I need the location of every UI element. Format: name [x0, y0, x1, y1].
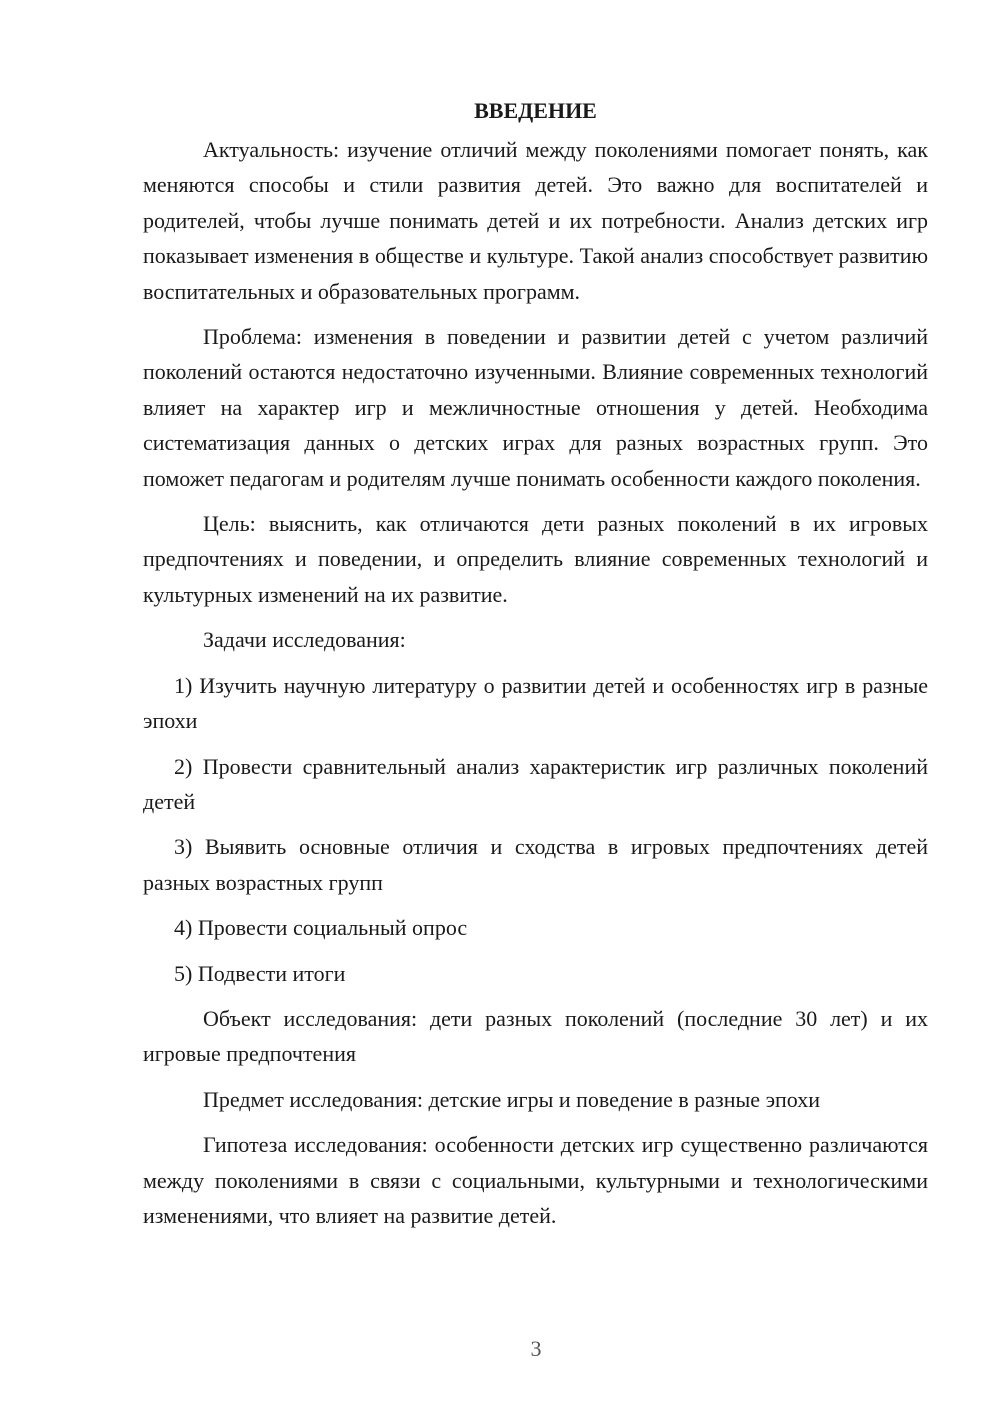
paragraph-subject: Предмет исследования: детские игры и поведение в разные эпохи — [203, 1086, 821, 1112]
paragraph-tasks-intro: Задачи исследования: — [203, 627, 406, 653]
paragraph-hypothesis: Гипотеза исследования: особенности детских игр существенно различаются между поколениями в связи с социальными, культурными и технологическими изменениями, что влияет на развитие детей. — [143, 1132, 928, 1228]
paragraph-problem: Проблема: изменения в поведении и развитии детей с учетом различий поколений остаются недостаточно изученными. Влияние современных технологий влияет на характер игр и межличностные отношения у детей. Необходима систематизация данных о детских играх для разных возрастных групп. Это поможет педагогам и родителям лучше понимать особенности каждого поколения. — [143, 324, 928, 491]
paragraph-object: Объект исследования: дети разных поколений (последние 30 лет) и их игровые предпочтения — [143, 1005, 928, 1067]
list-item: 1) Изучить научную литературу о развитии детей и особенностях игр в разные эпохи — [143, 672, 928, 734]
list-item: 3) Выявить основные отличия и сходства в игровых предпочтениях детей разных возрастных групп — [143, 834, 928, 895]
paragraph-goal: Цель: выяснить, как отличаются дети разных поколений в их игровых предпочтениях и поведении, и определить влияние современных технологий и культурных изменений на их развитие. — [143, 511, 928, 607]
page-number: 3 — [530, 1336, 542, 1361]
list-item: 2) Провести сравнительный анализ характеристик игр различных поколений детей — [143, 753, 928, 814]
section-heading: ВВЕДЕНИЕ — [474, 98, 597, 123]
list-item: 4) Провести социальный опрос — [174, 915, 468, 941]
list-item: 5) Подвести итоги — [174, 960, 346, 986]
document-page — [143, 96, 928, 1243]
paragraph-relevance: Актуальность: изучение отличий между поколениями помогает понять, как меняются способы и стили развития детей. Это важно для воспитателей и родителей, чтобы лучше понимать детей и их потребности. Анализ детских игр показывает изменения в обществе и культуре. Такой анализ способствует развитию воспитательных и образовательных программ. — [143, 137, 928, 304]
tasks-list — [143, 668, 928, 991]
